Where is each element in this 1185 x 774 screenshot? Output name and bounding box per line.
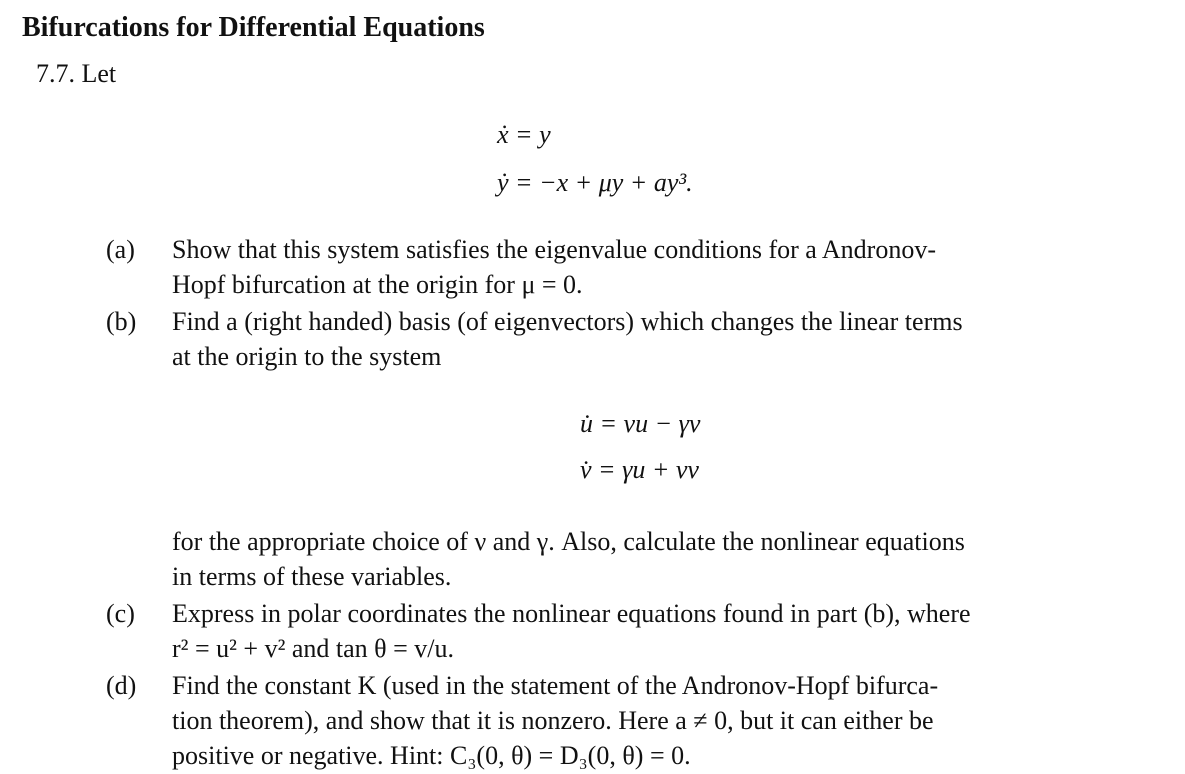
part-c-label: (c) — [106, 599, 135, 628]
part-d-line-1: Find the constant K (used in the statement of the Andronov-Hopf bifurca- — [172, 671, 939, 700]
part-b-after-line-2: in terms of these variables. — [172, 562, 452, 591]
equation-u-dot: u̇ = νu − γv — [580, 409, 701, 438]
part-d-line-2: tion theorem), and show that it is nonzero. Here a ≠ 0, but it can either be — [172, 706, 934, 735]
part-a-line-2: Hopf bifurcation at the origin for μ = 0. — [172, 270, 583, 299]
problem-heading — [36, 56, 116, 92]
part-a-label: (a) — [106, 235, 135, 264]
part-b-label: (b) — [106, 307, 137, 336]
part-b-line-2: at the origin to the system — [172, 342, 442, 371]
part-c-line-2: r² = u² + v² and tan θ = v/u. — [172, 634, 455, 663]
part-c-line-1: Express in polar coordinates the nonlinear equations found in part (b), where — [172, 599, 971, 628]
equation-x-dot: ẋ = y — [497, 120, 551, 149]
part-d-line-3: positive or negative. Hint: C₃(0, θ) = D₃(0, θ) = 0. — [172, 741, 691, 770]
part-b-line-1: Find a (right handed) basis (of eigenvectors) which changes the linear terms — [172, 307, 963, 336]
part-d-label: (d) — [106, 671, 137, 700]
part-b-after-line-1: for the appropriate choice of ν and γ. Also, calculate the nonlinear equations — [172, 527, 965, 556]
section-title: Bifurcations for Differential Equations — [22, 12, 485, 43]
problem-intro: Let — [81, 59, 117, 88]
equation-v-dot: v̇ = γu + νv — [580, 455, 699, 484]
equation-y-dot: ẏ = −x + μy + ay³. — [497, 168, 693, 197]
part-a-line-1: Show that this system satisfies the eigenvalue conditions for a Andronov- — [172, 235, 936, 264]
problem-number: 7.7. — [36, 59, 75, 88]
